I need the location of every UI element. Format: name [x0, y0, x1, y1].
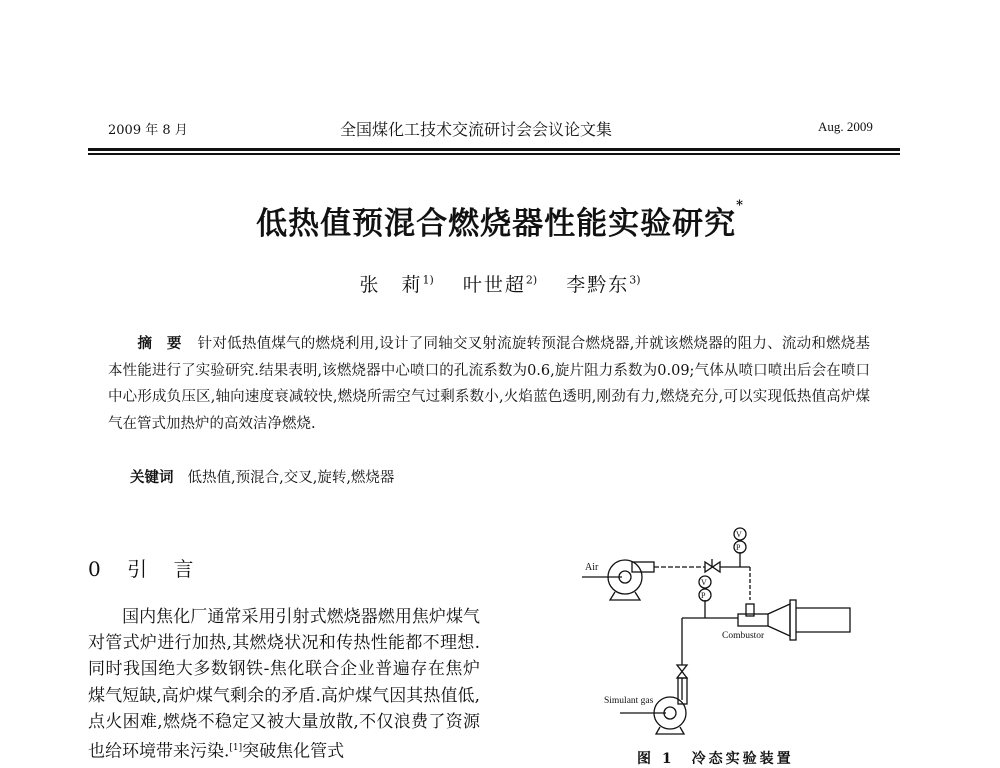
citation: [1] [229, 743, 243, 754]
author-affiliation: 1) [422, 273, 434, 287]
author: 李黔东 [566, 274, 630, 296]
experiment-diagram [560, 520, 860, 745]
v-label: V [736, 530, 742, 539]
keywords [130, 466, 394, 487]
header-date: 2009 年 8 月 [108, 123, 188, 138]
simulant-gas-label: Simulant gas [604, 696, 654, 706]
p-label: P [701, 591, 706, 600]
author: 张 莉 [359, 274, 423, 296]
combustor-label: Combustor [722, 631, 765, 641]
paper-title [0, 198, 1000, 243]
valve-icon [677, 665, 687, 678]
air-label: Air [585, 562, 599, 573]
figure-caption: 图 1 冷态实验装置 [637, 751, 794, 767]
body-paragraph [88, 604, 480, 765]
header-date-en: Aug. 2009 [818, 119, 873, 134]
author-affiliation: 3) [629, 273, 641, 287]
title-footnote-mark: * [736, 198, 744, 213]
keywords-text: 低热值,预混合,交叉,旋转,燃烧器 [187, 470, 395, 486]
p-label: P [736, 543, 741, 552]
air-fan-icon [608, 560, 654, 600]
body-text: 突破焦化管式 [242, 741, 345, 762]
abstract-text: 针对低热值煤气的燃烧利用,设计了同轴交叉射流旋转预混合燃烧器,并就该燃烧器的阻力、流动和燃烧基本性能进行了实验研究.结果表明,该燃烧器中心喷口的孔流系数为0.6,旋片阻力系数为0.09;气体从喷口喷出后会在喷口中心形成负压区,轴向速度衰减较快,燃烧所需空气过剩系数小,火焰蓝色透明,刚劲有力,燃烧充分,可以实现低热值高炉煤气在管式加热炉的高效洁净燃烧. [108, 336, 871, 432]
header-rule [88, 153, 900, 155]
v-label: V [701, 578, 707, 587]
abstract [108, 331, 870, 437]
valve-icon [705, 559, 720, 572]
header-rule [88, 148, 900, 151]
author-affiliation: 2) [525, 273, 538, 287]
abstract-label: 摘 要 [137, 335, 182, 352]
section-heading: 0 引 言 [88, 557, 204, 581]
authors [0, 270, 1000, 297]
author: 叶世超 [462, 274, 526, 296]
keywords-label: 关键词 [130, 469, 174, 486]
title-text: 低热值预混合燃烧器性能实验研究 [256, 206, 737, 242]
header-journal: 全国煤化工技术交流研讨会会议论文集 [340, 120, 613, 139]
body-text: 国内焦化厂通常采用引射式燃烧器燃用焦炉煤气对管式炉进行加热,其燃烧状况和传热性能都不理想.同时我国绝大多数钢铁-焦化联合企业普遍存在焦炉煤气短缺,高炉煤气剩余的矛盾.高炉煤气因其热值低,点火困难,燃烧不稳定又被大量放散,不仅浪费了资源也给环境带来污染. [88, 607, 481, 762]
